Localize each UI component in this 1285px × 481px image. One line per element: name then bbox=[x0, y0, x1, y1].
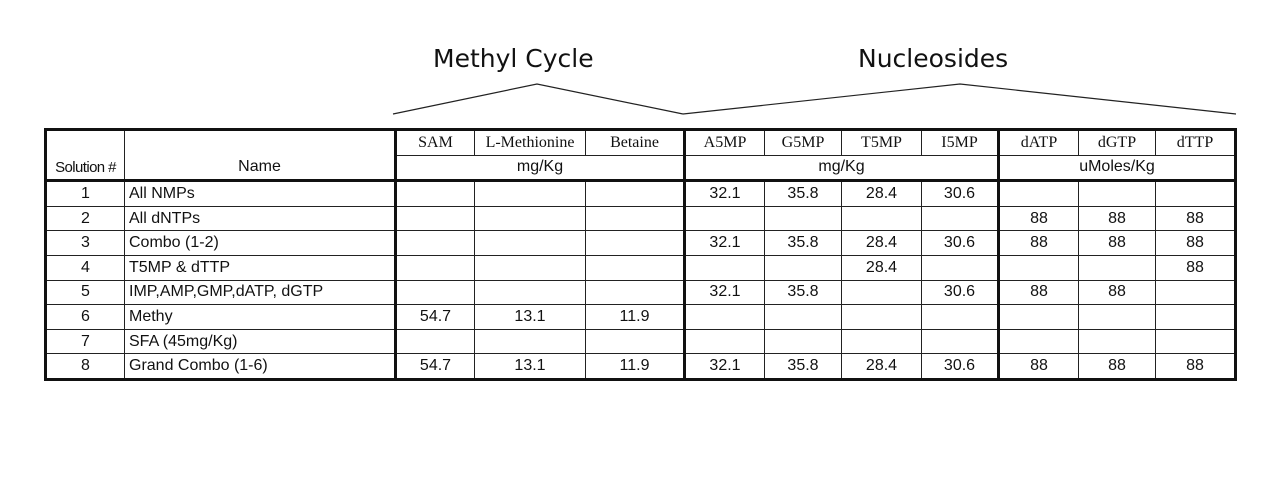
units-methyl: mg/Kg bbox=[396, 155, 685, 181]
cell-t5mp bbox=[842, 206, 922, 231]
cell-t5mp: 28.4 bbox=[842, 231, 922, 256]
cell-t5mp: 28.4 bbox=[842, 354, 922, 380]
cell-i5mp: 30.6 bbox=[922, 231, 999, 256]
table-row bbox=[46, 206, 1236, 231]
cell-g5mp bbox=[765, 305, 842, 330]
table-row bbox=[46, 329, 1236, 354]
cell-l-methionine: 13.1 bbox=[475, 354, 586, 380]
cell-sam bbox=[396, 255, 475, 280]
cell-l-methionine bbox=[475, 231, 586, 256]
cell-sam bbox=[396, 231, 475, 256]
solution-name: Combo (1-2) bbox=[125, 231, 396, 256]
cell-sam: 54.7 bbox=[396, 354, 475, 380]
cell-i5mp bbox=[922, 255, 999, 280]
cell-betaine bbox=[586, 280, 685, 305]
solution-name: Grand Combo (1-6) bbox=[125, 354, 396, 380]
solution-number: 6 bbox=[46, 305, 125, 330]
cell-i5mp: 30.6 bbox=[922, 280, 999, 305]
col-header-i5mp: I5MP bbox=[922, 130, 999, 156]
cell-dgtp bbox=[1079, 255, 1156, 280]
cell-g5mp bbox=[765, 329, 842, 354]
methyl-cycle-title: Methyl Cycle bbox=[433, 44, 594, 73]
cell-g5mp bbox=[765, 255, 842, 280]
cell-betaine bbox=[586, 255, 685, 280]
nucleosides-title: Nucleosides bbox=[858, 44, 1009, 73]
cell-g5mp: 35.8 bbox=[765, 231, 842, 256]
cell-betaine bbox=[586, 206, 685, 231]
cell-t5mp: 28.4 bbox=[842, 181, 922, 207]
cell-datp bbox=[999, 255, 1079, 280]
cell-l-methionine: 13.1 bbox=[475, 305, 586, 330]
cell-betaine bbox=[586, 329, 685, 354]
cell-a5mp: 32.1 bbox=[685, 280, 765, 305]
nucleosides-bracket bbox=[683, 84, 1236, 114]
cell-dgtp bbox=[1079, 181, 1156, 207]
cell-sam bbox=[396, 206, 475, 231]
solution-name: All dNTPs bbox=[125, 206, 396, 231]
solution-name: SFA (45mg/Kg) bbox=[125, 329, 396, 354]
solution-number: 2 bbox=[46, 206, 125, 231]
solution-number: 7 bbox=[46, 329, 125, 354]
solution-number: 3 bbox=[46, 231, 125, 256]
cell-betaine bbox=[586, 231, 685, 256]
solution-number: 8 bbox=[46, 354, 125, 380]
cell-sam bbox=[396, 329, 475, 354]
col-header-dttp: dTTP bbox=[1156, 130, 1236, 156]
cell-i5mp: 30.6 bbox=[922, 181, 999, 207]
cell-dttp: 88 bbox=[1156, 231, 1236, 256]
cell-g5mp bbox=[765, 206, 842, 231]
cell-datp bbox=[999, 329, 1079, 354]
units-dntp: uMoles/Kg bbox=[999, 155, 1236, 181]
col-header-betaine: Betaine bbox=[586, 130, 685, 156]
cell-dttp bbox=[1156, 329, 1236, 354]
cell-dttp bbox=[1156, 305, 1236, 330]
cell-datp: 88 bbox=[999, 354, 1079, 380]
cell-t5mp: 28.4 bbox=[842, 255, 922, 280]
cell-dgtp bbox=[1079, 329, 1156, 354]
solution-header: Solution # bbox=[46, 130, 125, 181]
cell-sam bbox=[396, 181, 475, 207]
cell-a5mp bbox=[685, 329, 765, 354]
cell-dgtp bbox=[1079, 305, 1156, 330]
cell-g5mp: 35.8 bbox=[765, 280, 842, 305]
cell-dgtp: 88 bbox=[1079, 231, 1156, 256]
cell-dttp: 88 bbox=[1156, 255, 1236, 280]
solution-number: 1 bbox=[46, 181, 125, 207]
table-row bbox=[46, 231, 1236, 256]
cell-dgtp: 88 bbox=[1079, 280, 1156, 305]
units-nmp: mg/Kg bbox=[685, 155, 999, 181]
cell-l-methionine bbox=[475, 255, 586, 280]
cell-sam: 54.7 bbox=[396, 305, 475, 330]
cell-betaine: 11.9 bbox=[586, 305, 685, 330]
col-header-t5mp: T5MP bbox=[842, 130, 922, 156]
cell-betaine: 11.9 bbox=[586, 354, 685, 380]
table-row bbox=[46, 280, 1236, 305]
col-header-g5mp: G5MP bbox=[765, 130, 842, 156]
solution-name: IMP,AMP,GMP,dATP, dGTP bbox=[125, 280, 396, 305]
cell-i5mp bbox=[922, 329, 999, 354]
cell-datp: 88 bbox=[999, 231, 1079, 256]
cell-datp: 88 bbox=[999, 206, 1079, 231]
solution-name: T5MP & dTTP bbox=[125, 255, 396, 280]
cell-dttp: 88 bbox=[1156, 354, 1236, 380]
col-header-dgtp: dGTP bbox=[1079, 130, 1156, 156]
solution-name: Methy bbox=[125, 305, 396, 330]
cell-a5mp bbox=[685, 206, 765, 231]
cell-dgtp: 88 bbox=[1079, 354, 1156, 380]
solution-number: 5 bbox=[46, 280, 125, 305]
table-row bbox=[46, 181, 1236, 207]
cell-datp: 88 bbox=[999, 280, 1079, 305]
cell-a5mp: 32.1 bbox=[685, 181, 765, 207]
cell-datp bbox=[999, 305, 1079, 330]
cell-datp bbox=[999, 181, 1079, 207]
cell-i5mp: 30.6 bbox=[922, 354, 999, 380]
cell-betaine bbox=[586, 181, 685, 207]
cell-dttp bbox=[1156, 181, 1236, 207]
cell-l-methionine bbox=[475, 181, 586, 207]
solution-number: 4 bbox=[46, 255, 125, 280]
methyl-cycle-bracket bbox=[393, 84, 683, 114]
cell-sam bbox=[396, 280, 475, 305]
cell-t5mp bbox=[842, 305, 922, 330]
col-header-l-methionine: L-Methionine bbox=[475, 130, 586, 156]
cell-g5mp: 35.8 bbox=[765, 181, 842, 207]
cell-l-methionine bbox=[475, 206, 586, 231]
cell-i5mp bbox=[922, 206, 999, 231]
col-header-sam: SAM bbox=[396, 130, 475, 156]
cell-i5mp bbox=[922, 305, 999, 330]
cell-dgtp: 88 bbox=[1079, 206, 1156, 231]
cell-a5mp bbox=[685, 255, 765, 280]
cell-a5mp: 32.1 bbox=[685, 354, 765, 380]
cell-dttp bbox=[1156, 280, 1236, 305]
table-row bbox=[46, 305, 1236, 330]
col-header-datp: dATP bbox=[999, 130, 1079, 156]
cell-t5mp bbox=[842, 280, 922, 305]
cell-a5mp: 32.1 bbox=[685, 231, 765, 256]
cell-a5mp bbox=[685, 305, 765, 330]
cell-l-methionine bbox=[475, 280, 586, 305]
name-header: Name bbox=[125, 130, 396, 181]
col-header-a5mp: A5MP bbox=[685, 130, 765, 156]
cell-l-methionine bbox=[475, 329, 586, 354]
table-row bbox=[46, 354, 1236, 380]
header-row-compounds bbox=[46, 130, 1236, 156]
cell-g5mp: 35.8 bbox=[765, 354, 842, 380]
solution-name: All NMPs bbox=[125, 181, 396, 207]
cell-dttp: 88 bbox=[1156, 206, 1236, 231]
solutions-table bbox=[44, 128, 1237, 381]
cell-t5mp bbox=[842, 329, 922, 354]
table-row bbox=[46, 255, 1236, 280]
